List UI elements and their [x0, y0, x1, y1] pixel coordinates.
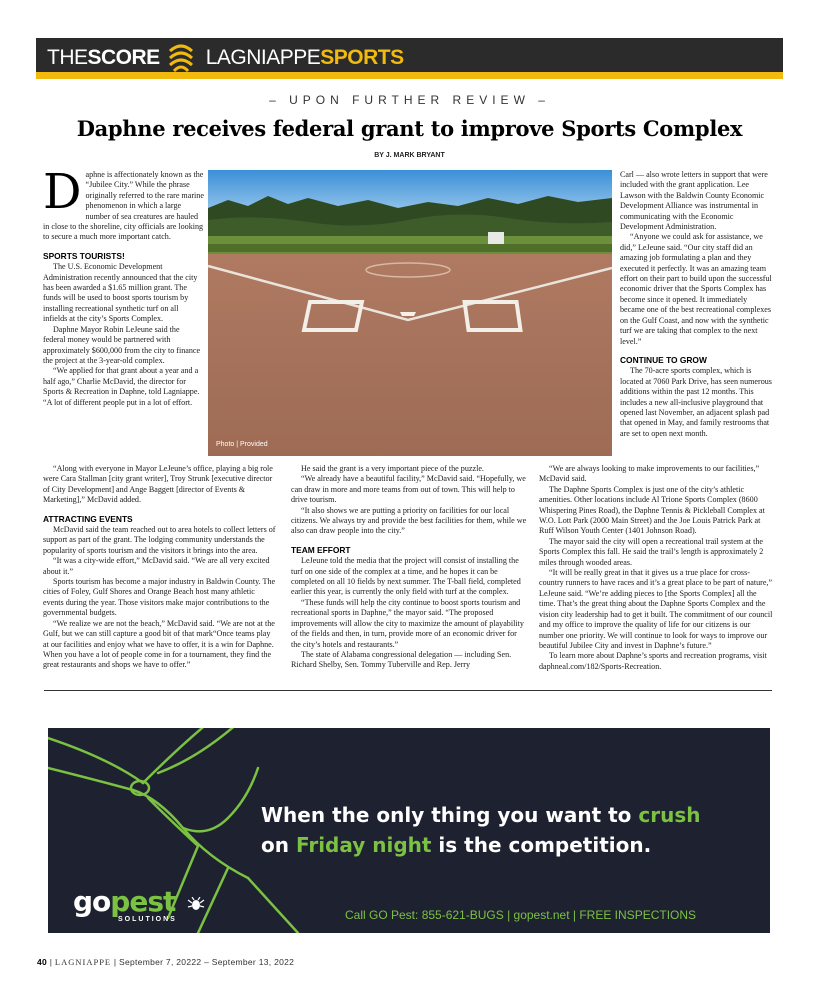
footer-separator: |	[49, 957, 55, 967]
gopest-logo: gopest	[73, 885, 205, 918]
drop-cap: D	[43, 164, 82, 220]
page-footer	[37, 957, 294, 967]
subhead-continue-to-grow: CONTINUE TO GROW	[620, 354, 707, 365]
article-paragraph: “It will be really great in that it gives us a true place for cross-country runners to have races and it’s a great place to be part of nature,” LeJeune said. “We’re adding pieces to [the Sports Complex] all the time. That’s the great thing about the Daphne Sports Complex and the vision city leadership had to get it built. The commitment of our council and my office to improve the quality of life for our citizens is our number one priority. We will continue to look for ways to improve our beautiful Jubilee City and invest in Daphne’s future.”	[539, 568, 773, 650]
subhead-sports-tourists: SPORTS TOURISTS!	[43, 250, 125, 261]
photo-credit: Photo | Provided	[216, 441, 268, 448]
article-paragraph: Sports tourism has become a major industry in Baldwin County. The cities of Foley, Gulf Shores and Orange Beach host many athletic events during the year. Those visitors make major contributions to the governmental budgets.	[43, 577, 276, 618]
ad-headline	[261, 800, 700, 860]
article-column-3-continued	[539, 464, 773, 672]
article-paragraph: “We realize we are not the beach,” McDavid said. “We are not at the Gulf, but we can still capture a good bit of that mark“Once teams play at our facilities and enjoy what we have to offer, it is a win for Daphne. When you have a lot of people come in for a tournament, they find the great restaurants and shops we have to offer.”	[43, 618, 275, 670]
article-paragraph: “Along with everyone in Mayor LeJeune’s office, playing a big role were Cara Stallman [city grant writer], Troy Strunk [executive director of City Development] and Ange Baggett [director of Events & Marketing],” McDavid added.	[43, 464, 273, 505]
article-paragraph: LeJeune told the media that the project will consist of installing the turf on one side of the complex at a time, and he hopes it can be completed on all 10 fields by next summer. The T-ball field, completed earlier this year, is currently the only field with turf at the complex.	[291, 556, 521, 597]
article-intro: aphne is affectionately known as the “Jubilee City.” While the phrase originally referred to the rare marine phenomenon in which a large number of sea creatures are hauled in close to the shoreline, city officials are looking to secure a much more important catch.	[43, 170, 204, 242]
article-paragraph: “We applied for that grant about a year and a half ago,” Charlie McDavid, the director for Sports & Recreation in Daphne, told Lagniappe. “A lot of different people put in a lot of effort.	[43, 366, 200, 407]
article-paragraph: To learn more about Daphne’s sports and recreation programs, visit daphneal.com/182/Sports-Recreation.	[539, 651, 767, 671]
section-divider	[44, 690, 772, 691]
article-paragraph: “It also shows we are putting a priority on facilities for our local citizens. We always try and provide the best facilities for them, while we also can draw people into the city.”	[291, 505, 527, 536]
article-paragraph: McDavid said the team reached out to area hotels to collect letters of support as part of the grant. The lodging community understands the popularity of sports tourism and the visitors it brings into the area.	[43, 525, 276, 555]
article-column-2	[291, 464, 528, 671]
footer-dates: September 7, 20222 – September 13, 2022	[118, 957, 295, 967]
article-headline: Daphne receives federal grant to improve Sports Complex	[76, 116, 743, 141]
article-paragraph: “These funds will help the city continue to boost sports tourism and recreational sports in Daphne,” the mayor said. “The proposed improvements will allow the city to maximize the amount of playability of the fields and then, in turn, provide more of an economic driver for the city’s hotels and restaurants.”	[291, 597, 524, 649]
article-paragraph: He said the grant is a very important piece of the puzzle.	[301, 464, 484, 473]
header-score: SCORE	[87, 46, 160, 69]
swirl-logo-icon	[166, 43, 196, 73]
ad-headline-line-2: on Friday night is the competition.	[261, 833, 652, 857]
article-paragraph: Daphne Mayor Robin LeJeune said the federal money would be partnered with approximately $600,000 from the city to finance the project at the 3-year-old complex.	[43, 324, 201, 365]
article-byline: BY J. MARK BRYANT	[374, 152, 445, 159]
article-column-3	[620, 170, 773, 439]
article-paragraph: Carl — also wrote letters in support that were included with the grant application. Lee Lawson with the Baldwin County Economic Development Alliance was instrumental in communicating with the Economic Development Administration.	[620, 170, 768, 232]
bug-icon	[187, 897, 205, 911]
gopest-logo-subtitle: SOLUTIONS	[118, 916, 177, 923]
article-column-1-continued	[43, 464, 276, 671]
article-paragraph: The 70-acre sports complex, which is located at 7060 Park Drive, has seen numerous additions within the past 12 months. This includes a new all-inclusive playground that opened last November, an adjacent splash pad that opened in May, and family restrooms that are set to open next month.	[620, 366, 772, 438]
ad-call-to-action[interactable]: Call GO Pest: 855-621-BUGS | gopest.net | FREE INSPECTIONS	[345, 908, 697, 922]
header-sports: SPORTS	[320, 46, 404, 69]
article-paragraph: “We already have a beautiful facility,” McDavid said. “Hopefully, we can draw in more and more teams from out of town. This will help to drive tourism.	[291, 474, 526, 505]
header-lagniappe: LAGNIAPPE	[205, 46, 321, 69]
header-the: THE	[47, 46, 88, 69]
article-paragraph: The mayor said the city will open a recreational trail system at the Sports Complex this fall. He said the trail’s length is approximately 2 miles through wooded areas.	[539, 536, 764, 567]
article-paragraph: The Daphne Sports Complex is just one of the city’s athletic amenities. Other locations include Al Trione Sports Complex (8600 Whispering Pines Road), the Daphne Tennis & Pickleball Complex at W.O. Lott Park (2000 Main Street) and the Joe Louis Patrick Park at Ruff Wilson Youth Center (1401 Johnson Road).	[539, 484, 765, 536]
softball-field-photo	[208, 170, 612, 456]
article-paragraph: “It was a city-wide effort,” McDavid said. “We are all very excited about it.”	[43, 556, 270, 576]
article-paragraph: The state of Alabama congressional delegation — including Sen. Richard Shelby, Sen. Tommy Tuberville and Rep. Jerry	[291, 649, 512, 670]
page-number: 40	[37, 957, 48, 967]
article-paragraph: The U.S. Economic Development Administration recently announced that the city has been awarded a $1.65 million grant. The funds will be used to boost sports tourism by installing recreational synthetic turf on all infields at the city’s Sports Complex.	[43, 262, 198, 324]
article-column-1	[43, 164, 204, 408]
ad-headline-line-1: When the only thing you want to crush	[261, 803, 701, 827]
section-header	[47, 44, 404, 72]
subhead-team-effort: TEAM EFFORT	[291, 544, 351, 555]
gopest-advertisement[interactable]	[48, 728, 770, 933]
footer-separator: |	[113, 957, 119, 967]
section-header-stripe	[36, 72, 783, 79]
subhead-attracting-events: ATTRACTING EVENTS	[43, 513, 133, 524]
article-kicker: – UPON FURTHER REVIEW –	[269, 93, 550, 107]
article-paragraph: “We are always looking to make improvements to our facilities,” McDavid said.	[539, 464, 760, 484]
footer-masthead: LAGNIAPPE	[54, 957, 112, 967]
article-paragraph: “Anyone we could ask for assistance, we did,” LeJeune said. “Our city staff did an amazing job formulating a plan and they executed it perfectly. It was an amazing team effort on their part to build upon the successful economic driver that the Sports Complex has become since it opened. It immediately became one of the best recreational complexes on the Gulf Coast, and now with the synthetic turf we are taking that complex to the next level.”	[620, 232, 772, 346]
